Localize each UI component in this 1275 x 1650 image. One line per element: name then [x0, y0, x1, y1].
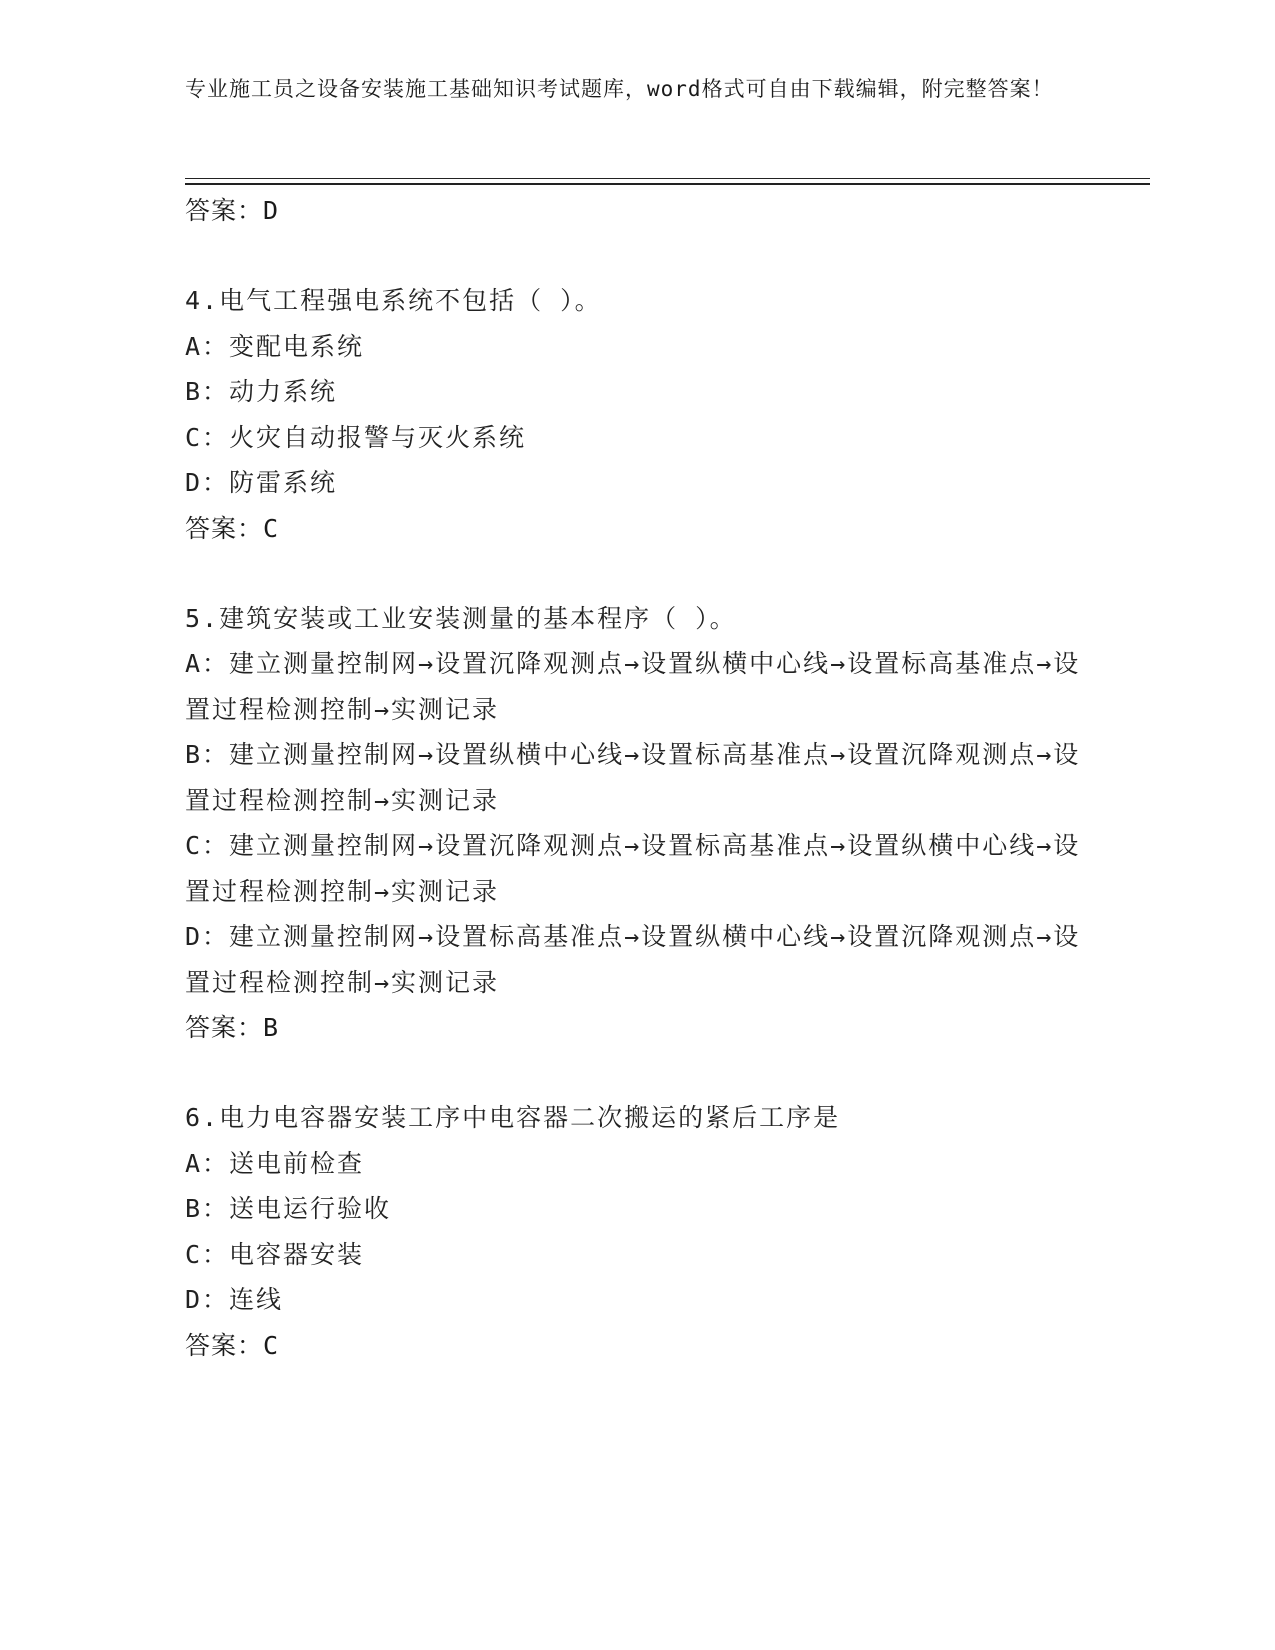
question-stem: 6.电力电容器安装工序中电容器二次搬运的紧后工序是	[185, 1103, 841, 1132]
option-a: A：建立测量控制网→设置沉降观测点→设置纵横中心线→设置标高基准点→设置过程检测控制→实测记录	[185, 649, 1081, 724]
question-6	[185, 1095, 1085, 1369]
question-stem: 5.建筑安装或工业安装测量的基本程序（ ）。	[185, 603, 737, 633]
answer-line: 答案：D	[185, 196, 280, 225]
header-divider-thin	[185, 178, 1150, 179]
option-a: A：送电前检查	[185, 1148, 365, 1178]
option-d: D：建立测量控制网→设置标高基准点→设置纵横中心线→设置沉降观测点→设置过程检测控制→实测记录	[185, 922, 1081, 997]
answer-line: 答案：C	[185, 513, 280, 543]
option-c: C：建立测量控制网→设置沉降观测点→设置标高基准点→设置纵横中心线→设置过程检测控制→实测记录	[185, 831, 1081, 906]
option-a: A：变配电系统	[185, 331, 365, 361]
document-header: 专业施工员之设备安装施工基础知识考试题库，word格式可自由下载编辑，附完整答案！	[185, 77, 1054, 101]
option-d: D：防雷系统	[185, 468, 338, 497]
option-b: B：建立测量控制网→设置纵横中心线→设置标高基准点→设置沉降观测点→设置过程检测控制→实测记录	[185, 740, 1081, 815]
question-5	[185, 596, 1085, 1052]
option-d: D：连线	[185, 1285, 284, 1314]
option-b: B：动力系统	[185, 377, 338, 406]
option-b: B：送电运行验收	[185, 1194, 392, 1223]
question-list	[185, 188, 1085, 1369]
option-c: C：火灾自动报警与灭火系统	[185, 422, 527, 452]
question-4	[185, 278, 1085, 552]
question-stem: 4.电气工程强电系统不包括（ ）。	[185, 286, 602, 315]
answer-line: 答案：C	[185, 1330, 280, 1360]
header-divider-thick	[185, 183, 1150, 185]
option-c: C：电容器安装	[185, 1239, 365, 1269]
answer-line: 答案：B	[185, 1013, 280, 1042]
